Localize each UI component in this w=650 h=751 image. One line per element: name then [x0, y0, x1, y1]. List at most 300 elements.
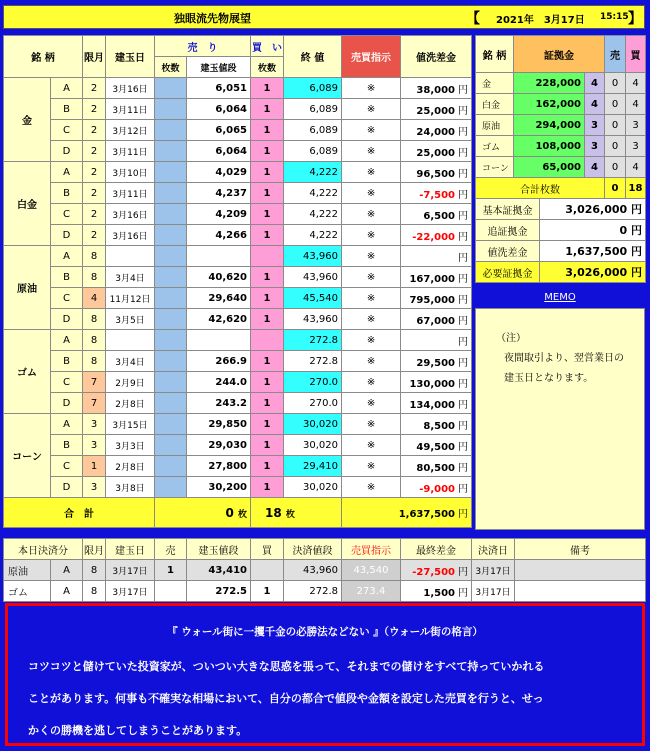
settle-header-settle-price: 決済値段	[284, 539, 342, 560]
yen-unit: 円	[458, 315, 469, 327]
limit-month: 3	[83, 435, 106, 456]
table-row	[4, 414, 472, 435]
yen-unit: 円	[458, 587, 468, 599]
pnl-value: 6,500	[423, 210, 456, 222]
settle-limit: 8	[83, 581, 106, 602]
pnl-value: -7,500	[419, 189, 456, 201]
limit-month: 2	[83, 204, 106, 225]
settle-sell: 1	[155, 560, 187, 581]
contract-code: C	[51, 456, 83, 477]
pnl-value: -22,000	[412, 231, 456, 243]
entry-price: 42,620	[187, 309, 251, 330]
header-date: 2021年 3月17日	[496, 15, 585, 26]
sell-count	[155, 309, 187, 330]
unit: 枚	[238, 509, 248, 520]
pnl-cell	[401, 141, 472, 162]
margin-brand: 原油	[476, 115, 514, 136]
entry-date: 3月16日	[106, 204, 155, 225]
yen-unit: 円	[458, 441, 469, 453]
entry-price: 4,237	[187, 183, 251, 204]
memo-panel	[475, 308, 645, 530]
close-price: 30,020	[284, 477, 342, 498]
entry-price: 266.9	[187, 351, 251, 372]
close-price: 30,020	[284, 435, 342, 456]
settle-entry-date: 3月17日	[106, 581, 155, 602]
table-row	[4, 78, 472, 99]
pnl-cell	[401, 78, 472, 99]
header-brand: 銘 柄	[4, 36, 83, 78]
message-line: ことがあります。何事も不確実な相場において、自分の都合で値段や金額を設定した売買を行うと、せっ	[28, 692, 544, 705]
brand-name: コーン	[4, 414, 51, 498]
sell-count	[155, 78, 187, 99]
settle-limit: 8	[83, 560, 106, 581]
buy-count: 1	[251, 183, 284, 204]
margin-summary-label: 追証拠金	[476, 220, 540, 241]
margin-amount: 294,000	[514, 115, 585, 136]
margin-buy: 4	[626, 94, 646, 115]
message-box	[5, 603, 645, 746]
close-price: 6,089	[284, 78, 342, 99]
margin-summary-label: 基本証拠金	[476, 199, 540, 220]
pnl-value: 49,500	[416, 441, 456, 453]
margin-summary-value: 1,637,500 円	[540, 241, 646, 262]
margin-count: 4	[585, 73, 605, 94]
total-sell-cell	[155, 498, 251, 528]
settle-instruction: 273.4	[342, 581, 401, 602]
pnl-value: -9,000	[419, 483, 456, 495]
entry-date: 11月12日	[106, 288, 155, 309]
entry-price: 29,030	[187, 435, 251, 456]
margin-amount: 65,000	[514, 157, 585, 178]
buy-count: 1	[251, 456, 284, 477]
pnl-cell	[401, 435, 472, 456]
margin-brand: コーン	[476, 157, 514, 178]
brand-name: ゴム	[4, 330, 51, 414]
buy-count: 1	[251, 204, 284, 225]
settle-header-sell: 売	[155, 539, 187, 560]
margin-row	[476, 136, 646, 157]
contract-code: B	[51, 99, 83, 120]
margin-count: 3	[585, 136, 605, 157]
entry-date: 3月4日	[106, 267, 155, 288]
settle-brand: 原油	[4, 560, 51, 581]
settle-entry-date: 3月17日	[106, 560, 155, 581]
yen-unit: 円	[458, 168, 469, 180]
yen-unit: 円	[458, 252, 469, 264]
trade-instruction: ※	[342, 246, 401, 267]
pnl-cell	[401, 456, 472, 477]
buy-count: 1	[251, 141, 284, 162]
message-line: かくの勝機を逃してしまうことがあります。	[28, 724, 248, 737]
limit-month: 2	[83, 78, 106, 99]
close-price: 270.0	[284, 372, 342, 393]
trade-instruction: ※	[342, 309, 401, 330]
margin-row	[476, 157, 646, 178]
margin-header-amount: 証拠金	[514, 36, 605, 73]
entry-date	[106, 246, 155, 267]
entry-price: 29,640	[187, 288, 251, 309]
yen-unit: 円	[458, 420, 469, 432]
yen-unit: 円	[458, 210, 469, 222]
contract-code: B	[51, 267, 83, 288]
settle-sell	[155, 581, 187, 602]
table-row	[4, 204, 472, 225]
limit-month: 8	[83, 246, 106, 267]
pnl-cell	[401, 288, 472, 309]
table-row	[4, 309, 472, 330]
table-row	[4, 456, 472, 477]
settle-price: 43,410	[187, 560, 251, 581]
entry-date: 3月10日	[106, 162, 155, 183]
settlement-table	[3, 538, 646, 602]
margin-sell: 0	[605, 115, 626, 136]
header-close: 終 値	[284, 36, 342, 78]
settlement-row	[4, 581, 646, 602]
contract-code: A	[51, 78, 83, 99]
header-buy-count: 枚数	[251, 57, 284, 78]
yen-unit: 円	[458, 273, 469, 285]
trade-instruction: ※	[342, 99, 401, 120]
header-bar	[3, 5, 645, 29]
yen-unit: 円	[458, 462, 469, 474]
buy-count	[251, 246, 284, 267]
yen-unit: 円	[458, 189, 469, 201]
entry-date: 2月9日	[106, 372, 155, 393]
pnl-cell	[401, 162, 472, 183]
header-sell-count: 枚数	[155, 57, 187, 78]
settle-buy	[251, 560, 284, 581]
limit-month: 2	[83, 99, 106, 120]
pnl-cell	[401, 225, 472, 246]
pnl-value: 80,500	[416, 462, 456, 474]
limit-month: 8	[83, 330, 106, 351]
margin-amount: 228,000	[514, 73, 585, 94]
entry-price: 6,064	[187, 99, 251, 120]
margin-row	[476, 73, 646, 94]
settle-header-limit: 限月	[83, 539, 106, 560]
pnl-cell	[401, 120, 472, 141]
table-row	[4, 246, 472, 267]
memo-title[interactable]: MEMO	[475, 289, 645, 307]
close-price: 4,222	[284, 162, 342, 183]
margin-summary-label: 値洗差金	[476, 241, 540, 262]
entry-price	[187, 330, 251, 351]
settle-header-final: 最終差金	[401, 539, 472, 560]
buy-count: 1	[251, 162, 284, 183]
settle-final-cell	[401, 581, 472, 602]
close-price: 272.8	[284, 351, 342, 372]
close-price: 4,222	[284, 204, 342, 225]
settle-date: 3月17日	[472, 581, 515, 602]
trade-instruction: ※	[342, 414, 401, 435]
contract-code: C	[51, 204, 83, 225]
contract-code: B	[51, 351, 83, 372]
limit-month: 2	[83, 141, 106, 162]
trade-instruction: ※	[342, 204, 401, 225]
sell-count	[155, 351, 187, 372]
margin-header-buy: 買	[626, 36, 646, 73]
pnl-value: 795,000	[409, 294, 456, 306]
trade-instruction: ※	[342, 267, 401, 288]
close-price: 4,222	[284, 225, 342, 246]
limit-month: 2	[83, 162, 106, 183]
buy-count	[251, 330, 284, 351]
pnl-value: 134,000	[409, 399, 456, 411]
settle-date: 3月17日	[472, 560, 515, 581]
yen-unit: 円	[458, 566, 468, 578]
header-time: 15:15	[600, 12, 629, 22]
brand-name: 金	[4, 78, 51, 162]
settle-code: A	[51, 581, 83, 602]
entry-price: 244.0	[187, 372, 251, 393]
memo-line: （注）	[496, 333, 526, 344]
settle-final: 1,500	[423, 587, 455, 599]
contract-code: D	[51, 477, 83, 498]
table-row	[4, 435, 472, 456]
total-label: 合 計	[4, 498, 155, 528]
entry-price: 4,266	[187, 225, 251, 246]
pnl-value: 96,500	[416, 168, 456, 180]
settle-code: A	[51, 560, 83, 581]
buy-count: 1	[251, 78, 284, 99]
margin-row	[476, 94, 646, 115]
entry-date: 3月4日	[106, 351, 155, 372]
margin-sell: 0	[605, 157, 626, 178]
close-price: 4,222	[284, 183, 342, 204]
margin-summary-value: 3,026,000 円	[540, 199, 646, 220]
yen-unit: 円	[458, 336, 469, 348]
pnl-value: 67,000	[416, 315, 456, 327]
margin-table	[475, 35, 646, 283]
table-row	[4, 120, 472, 141]
header-limit: 限月	[83, 36, 106, 78]
margin-row	[476, 115, 646, 136]
buy-count: 1	[251, 267, 284, 288]
trade-instruction: ※	[342, 330, 401, 351]
margin-buy: 3	[626, 136, 646, 157]
yen-unit: 円	[458, 84, 469, 96]
entry-price: 6,051	[187, 78, 251, 99]
bracket-open: 【	[466, 11, 480, 27]
settlement-row	[4, 560, 646, 581]
margin-sell: 0	[605, 94, 626, 115]
limit-month: 2	[83, 183, 106, 204]
settle-header-brand: 本日決済分	[4, 539, 83, 560]
pnl-value: 25,000	[416, 147, 456, 159]
buy-count: 1	[251, 414, 284, 435]
pnl-value: 25,000	[416, 105, 456, 117]
buy-count: 1	[251, 99, 284, 120]
trade-instruction: ※	[342, 183, 401, 204]
trade-instruction: ※	[342, 477, 401, 498]
yen-unit: 円	[458, 357, 469, 369]
limit-month: 7	[83, 393, 106, 414]
settle-final-cell	[401, 560, 472, 581]
limit-month: 8	[83, 267, 106, 288]
table-row	[4, 183, 472, 204]
bracket-close: 】	[628, 11, 642, 27]
buy-count: 1	[251, 288, 284, 309]
pnl-cell	[401, 204, 472, 225]
entry-price: 6,064	[187, 141, 251, 162]
entry-price	[187, 246, 251, 267]
close-price: 270.0	[284, 393, 342, 414]
margin-buy: 4	[626, 157, 646, 178]
entry-date: 3月11日	[106, 99, 155, 120]
entry-price: 30,200	[187, 477, 251, 498]
buy-count: 1	[251, 372, 284, 393]
close-price: 43,960	[284, 267, 342, 288]
settle-header-date: 建玉日	[106, 539, 155, 560]
total-buy-cell	[251, 498, 342, 528]
limit-month: 1	[83, 456, 106, 477]
pnl-cell	[401, 414, 472, 435]
entry-date: 3月16日	[106, 78, 155, 99]
limit-month: 3	[83, 477, 106, 498]
table-row	[4, 267, 472, 288]
contract-code: C	[51, 120, 83, 141]
table-row	[4, 162, 472, 183]
close-price: 29,410	[284, 456, 342, 477]
trade-instruction: ※	[342, 435, 401, 456]
header-pnl: 値洗差金	[401, 36, 472, 78]
margin-summary-value: 0 円	[540, 220, 646, 241]
margin-sell: 0	[605, 136, 626, 157]
unit: 枚	[285, 509, 295, 520]
sell-count	[155, 288, 187, 309]
settle-buy: 1	[251, 581, 284, 602]
margin-total-label: 合計枚数	[476, 178, 605, 199]
entry-price: 4,029	[187, 162, 251, 183]
header-buy: 買 い	[251, 36, 284, 57]
pnl-cell	[401, 351, 472, 372]
settle-price: 272.5	[187, 581, 251, 602]
settle-header-instruction: 売買指示	[342, 539, 401, 560]
limit-month: 2	[83, 225, 106, 246]
close-price: 6,089	[284, 120, 342, 141]
total-pnl-cell	[342, 498, 472, 528]
pnl-cell	[401, 330, 472, 351]
pnl-cell	[401, 477, 472, 498]
contract-code: D	[51, 225, 83, 246]
buy-count: 1	[251, 225, 284, 246]
close-price: 45,540	[284, 288, 342, 309]
header-date: 建玉日	[106, 36, 155, 78]
pnl-value: 24,000	[416, 126, 456, 138]
yen-unit: 円	[458, 105, 469, 117]
sell-count	[155, 435, 187, 456]
yen-unit: 円	[458, 231, 469, 243]
table-row	[4, 99, 472, 120]
contract-code: A	[51, 330, 83, 351]
close-price: 6,089	[284, 141, 342, 162]
pnl-value: 130,000	[409, 378, 456, 390]
table-row	[4, 330, 472, 351]
brand-name: 白金	[4, 162, 51, 246]
close-price: 272.8	[284, 330, 342, 351]
sell-count	[155, 99, 187, 120]
trade-instruction: ※	[342, 288, 401, 309]
page-title: 独眼流先物展望	[174, 12, 251, 25]
pnl-cell	[401, 309, 472, 330]
table-row	[4, 141, 472, 162]
entry-price: 243.2	[187, 393, 251, 414]
sell-count	[155, 330, 187, 351]
buy-count: 1	[251, 309, 284, 330]
limit-month: 4	[83, 288, 106, 309]
margin-brand: 金	[476, 73, 514, 94]
trade-instruction: ※	[342, 225, 401, 246]
close-price: 43,960	[284, 246, 342, 267]
settle-brand: ゴム	[4, 581, 51, 602]
margin-amount: 108,000	[514, 136, 585, 157]
contract-code: D	[51, 309, 83, 330]
contract-code: A	[51, 246, 83, 267]
margin-summary-value: 3,026,000 円	[540, 262, 646, 283]
pnl-value: 8,500	[423, 420, 456, 432]
margin-summary-label: 必要証拠金	[476, 262, 540, 283]
margin-count: 4	[585, 94, 605, 115]
pnl-value: 167,000	[409, 273, 456, 285]
message-line: コツコツと儲けていた投資家が、ついつい大きな思惑を張って、それまでの儲けをすべて持っていかれる	[28, 660, 545, 673]
margin-header-brand: 銘 柄	[476, 36, 514, 73]
yen-unit: 円	[458, 378, 469, 390]
memo-line: 夜間取引より、翌営業日の	[504, 353, 624, 364]
entry-price: 27,800	[187, 456, 251, 477]
contract-code: B	[51, 435, 83, 456]
table-row	[4, 288, 472, 309]
close-price: 43,960	[284, 309, 342, 330]
settle-close-price: 43,960	[284, 560, 342, 581]
contract-code: B	[51, 183, 83, 204]
entry-date: 3月5日	[106, 309, 155, 330]
total-buy-count: 18	[265, 505, 282, 520]
message-quote: 『 ウォール街に一攫千金の必勝法などない 』（ウォール街の格言）	[167, 626, 483, 638]
positions-table	[3, 35, 472, 528]
trade-instruction: ※	[342, 120, 401, 141]
contract-code: D	[51, 393, 83, 414]
margin-sell: 0	[605, 73, 626, 94]
sell-count	[155, 141, 187, 162]
entry-price: 6,065	[187, 120, 251, 141]
entry-date: 3月8日	[106, 477, 155, 498]
settle-header-date2: 決済日	[472, 539, 515, 560]
buy-count: 1	[251, 351, 284, 372]
header-price: 建玉値段	[187, 57, 251, 78]
settle-final: -27,500	[412, 566, 455, 578]
total-pnl: 1,637,500	[398, 509, 456, 520]
margin-total-buy: 18	[626, 178, 646, 199]
yen-unit: 円	[458, 399, 469, 411]
settle-note	[515, 581, 646, 602]
contract-code: A	[51, 162, 83, 183]
entry-date: 3月11日	[106, 141, 155, 162]
pnl-value: 38,000	[416, 84, 456, 96]
trade-instruction: ※	[342, 393, 401, 414]
margin-brand: 白金	[476, 94, 514, 115]
settle-header-buy: 買	[251, 539, 284, 560]
entry-date: 3月3日	[106, 435, 155, 456]
table-row	[4, 351, 472, 372]
sell-count	[155, 477, 187, 498]
yen-unit: 円	[458, 483, 469, 495]
margin-amount: 162,000	[514, 94, 585, 115]
margin-buy: 4	[626, 73, 646, 94]
limit-month: 7	[83, 372, 106, 393]
buy-count: 1	[251, 393, 284, 414]
yen-unit: 円	[458, 294, 469, 306]
settle-header-price: 建玉値段	[187, 539, 251, 560]
